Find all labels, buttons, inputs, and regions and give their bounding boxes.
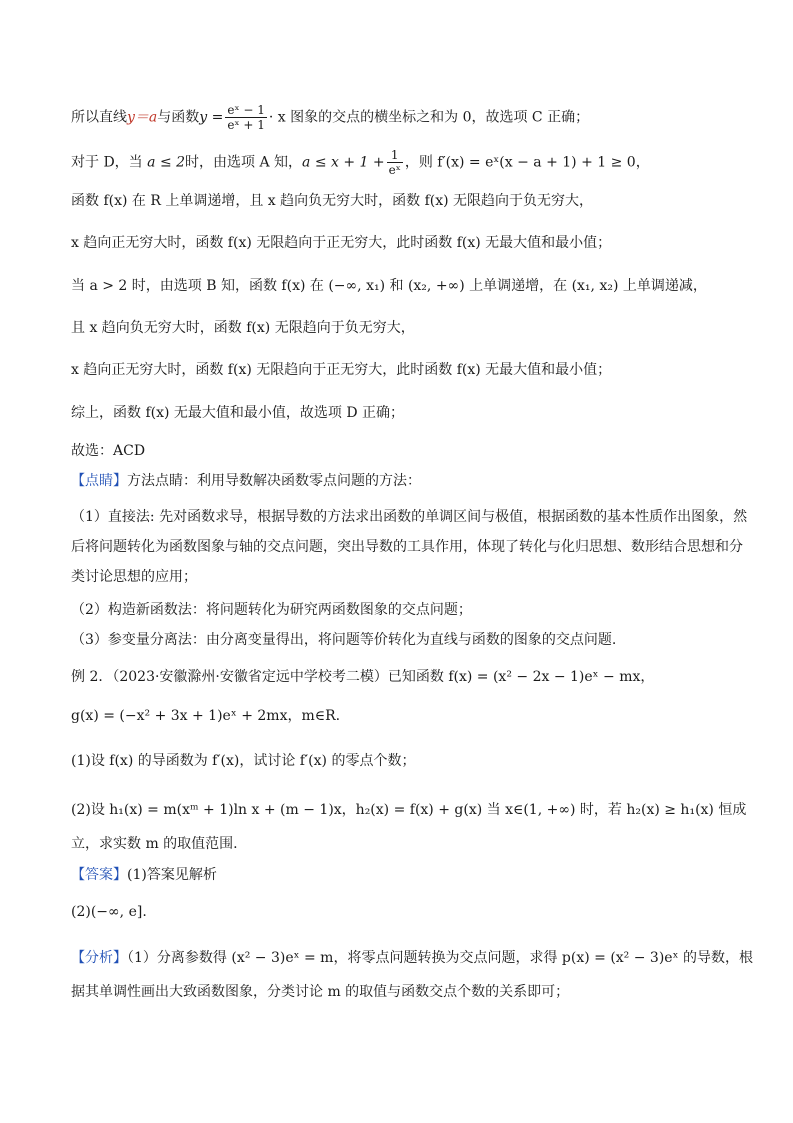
fraction: $\frac{1}{\text{eˣ}}$ (388, 148, 401, 177)
text-span: · x 图象的交点的横坐标之和为 0，故选项 C 正确； (268, 109, 590, 126)
tip-heading (71, 470, 753, 492)
question-2: (2)设 h₁(x) = m(xᵐ + 1)ln x + (m − 1)x，h₂(x) = f(x) + g(x) 当 x∈(1, +∞) 时，若 h₂(x) ≥ h₁(x) 恒成立，求实数 m 的取值范围. (71, 802, 747, 852)
analysis-tag: 【分析】 (71, 950, 127, 966)
method-3: （3）参变量分离法：由分离变量得出，将问题等价转化为直线与函数的图象的交点问题. (71, 632, 617, 648)
text-line-7: x 趋向正无穷大时，函数 f(x) 无限趋向于正无穷大，此时函数 f(x) 无最大值和最小值； (71, 362, 612, 378)
text-span: 与函数 (157, 109, 200, 126)
method-2: （2）构造新函数法：将问题转化为研究两函数图象的交点问题； (71, 602, 472, 618)
answer-1: (1)答案见解析 (127, 867, 217, 883)
method-1: （1）直接法: 先对函数求导，根据导数的方法求出函数的单调区间与极值，根据函数的基本性质作出图象，然后将问题转化为函数图象与轴的交点问题，突出导数的工具作用，体现了转化与化归思想、数形结合思想和分类讨论思想的应用； (71, 509, 748, 585)
text-line-9: 故选：ACD (71, 443, 146, 459)
analysis (71, 941, 753, 1009)
math-inline: a ≤ 2 (147, 154, 186, 171)
math-inline: a ≤ x + 1 + (302, 154, 385, 171)
example-line-1: 例 2．（2023·安徽滁州·安徽省定远中学校考二模）已知函数 f(x) = (x² − 2x − 1)eˣ − mx， (71, 669, 655, 685)
text-line-1 (71, 103, 753, 132)
analysis-text: （1）分离参数得 (x² − 3)eˣ = m，将零点问题转换为交点问题，求得 p(x) = (x² − 3)eˣ 的导数，根据其单调性画出大致函数图象，分类讨论 m 的取值与函数交点个数的关系即可； (71, 950, 753, 1000)
math-inline: y = (199, 109, 224, 126)
tip-text: 方法点睛：利用导数解决函数零点问题的方法： (127, 473, 421, 489)
math-inline: y＝a (127, 109, 158, 126)
text-line-2 (71, 148, 753, 177)
text-line-5: 当 a > 2 时，由选项 B 知，函数 f(x) 在 (−∞, x₁) 和 (x₂, +∞) 上单调递增，在 (x₁, x₂) 上单调递减， (71, 278, 707, 294)
text-line-8: 综上，函数 f(x) 无最大值和最小值，故选项 D 正确； (71, 405, 405, 421)
text-line-6: 且 x 趋向负无穷大时，函数 f(x) 无限趋向于负无穷大， (71, 320, 415, 336)
answer-heading (71, 864, 753, 886)
example-line-2: g(x) = (−x² + 3x + 1)eˣ + 2mx，m∈R. (71, 708, 341, 724)
fraction: $\frac{\text{eˣ − 1}}{\text{eˣ + 1}}$ (227, 103, 265, 132)
text-span: ，则 f′(x) = eˣ(x − a + 1) + 1 ≥ 0， (404, 154, 650, 171)
text-line-3: 函数 f(x) 在 R 上单调递增，且 x 趋向负无穷大时，函数 f(x) 无限趋向于负无穷大， (71, 193, 594, 209)
tip-tag: 【点睛】 (71, 473, 127, 489)
text-span: 时，由选项 A 知， (185, 154, 303, 171)
answer-tag: 【答案】 (71, 867, 127, 883)
question-1: (1)设 f(x) 的导函数为 f′(x)，试讨论 f′(x) 的零点个数； (71, 753, 416, 769)
text-span: 对于 D，当 (71, 154, 143, 171)
text-span: 所以直线 (71, 109, 127, 126)
answer-2: (2)(−∞, e]. (71, 904, 147, 920)
text-line-4: x 趋向正无穷大时，函数 f(x) 无限趋向于正无穷大，此时函数 f(x) 无最大值和最小值； (71, 235, 612, 251)
